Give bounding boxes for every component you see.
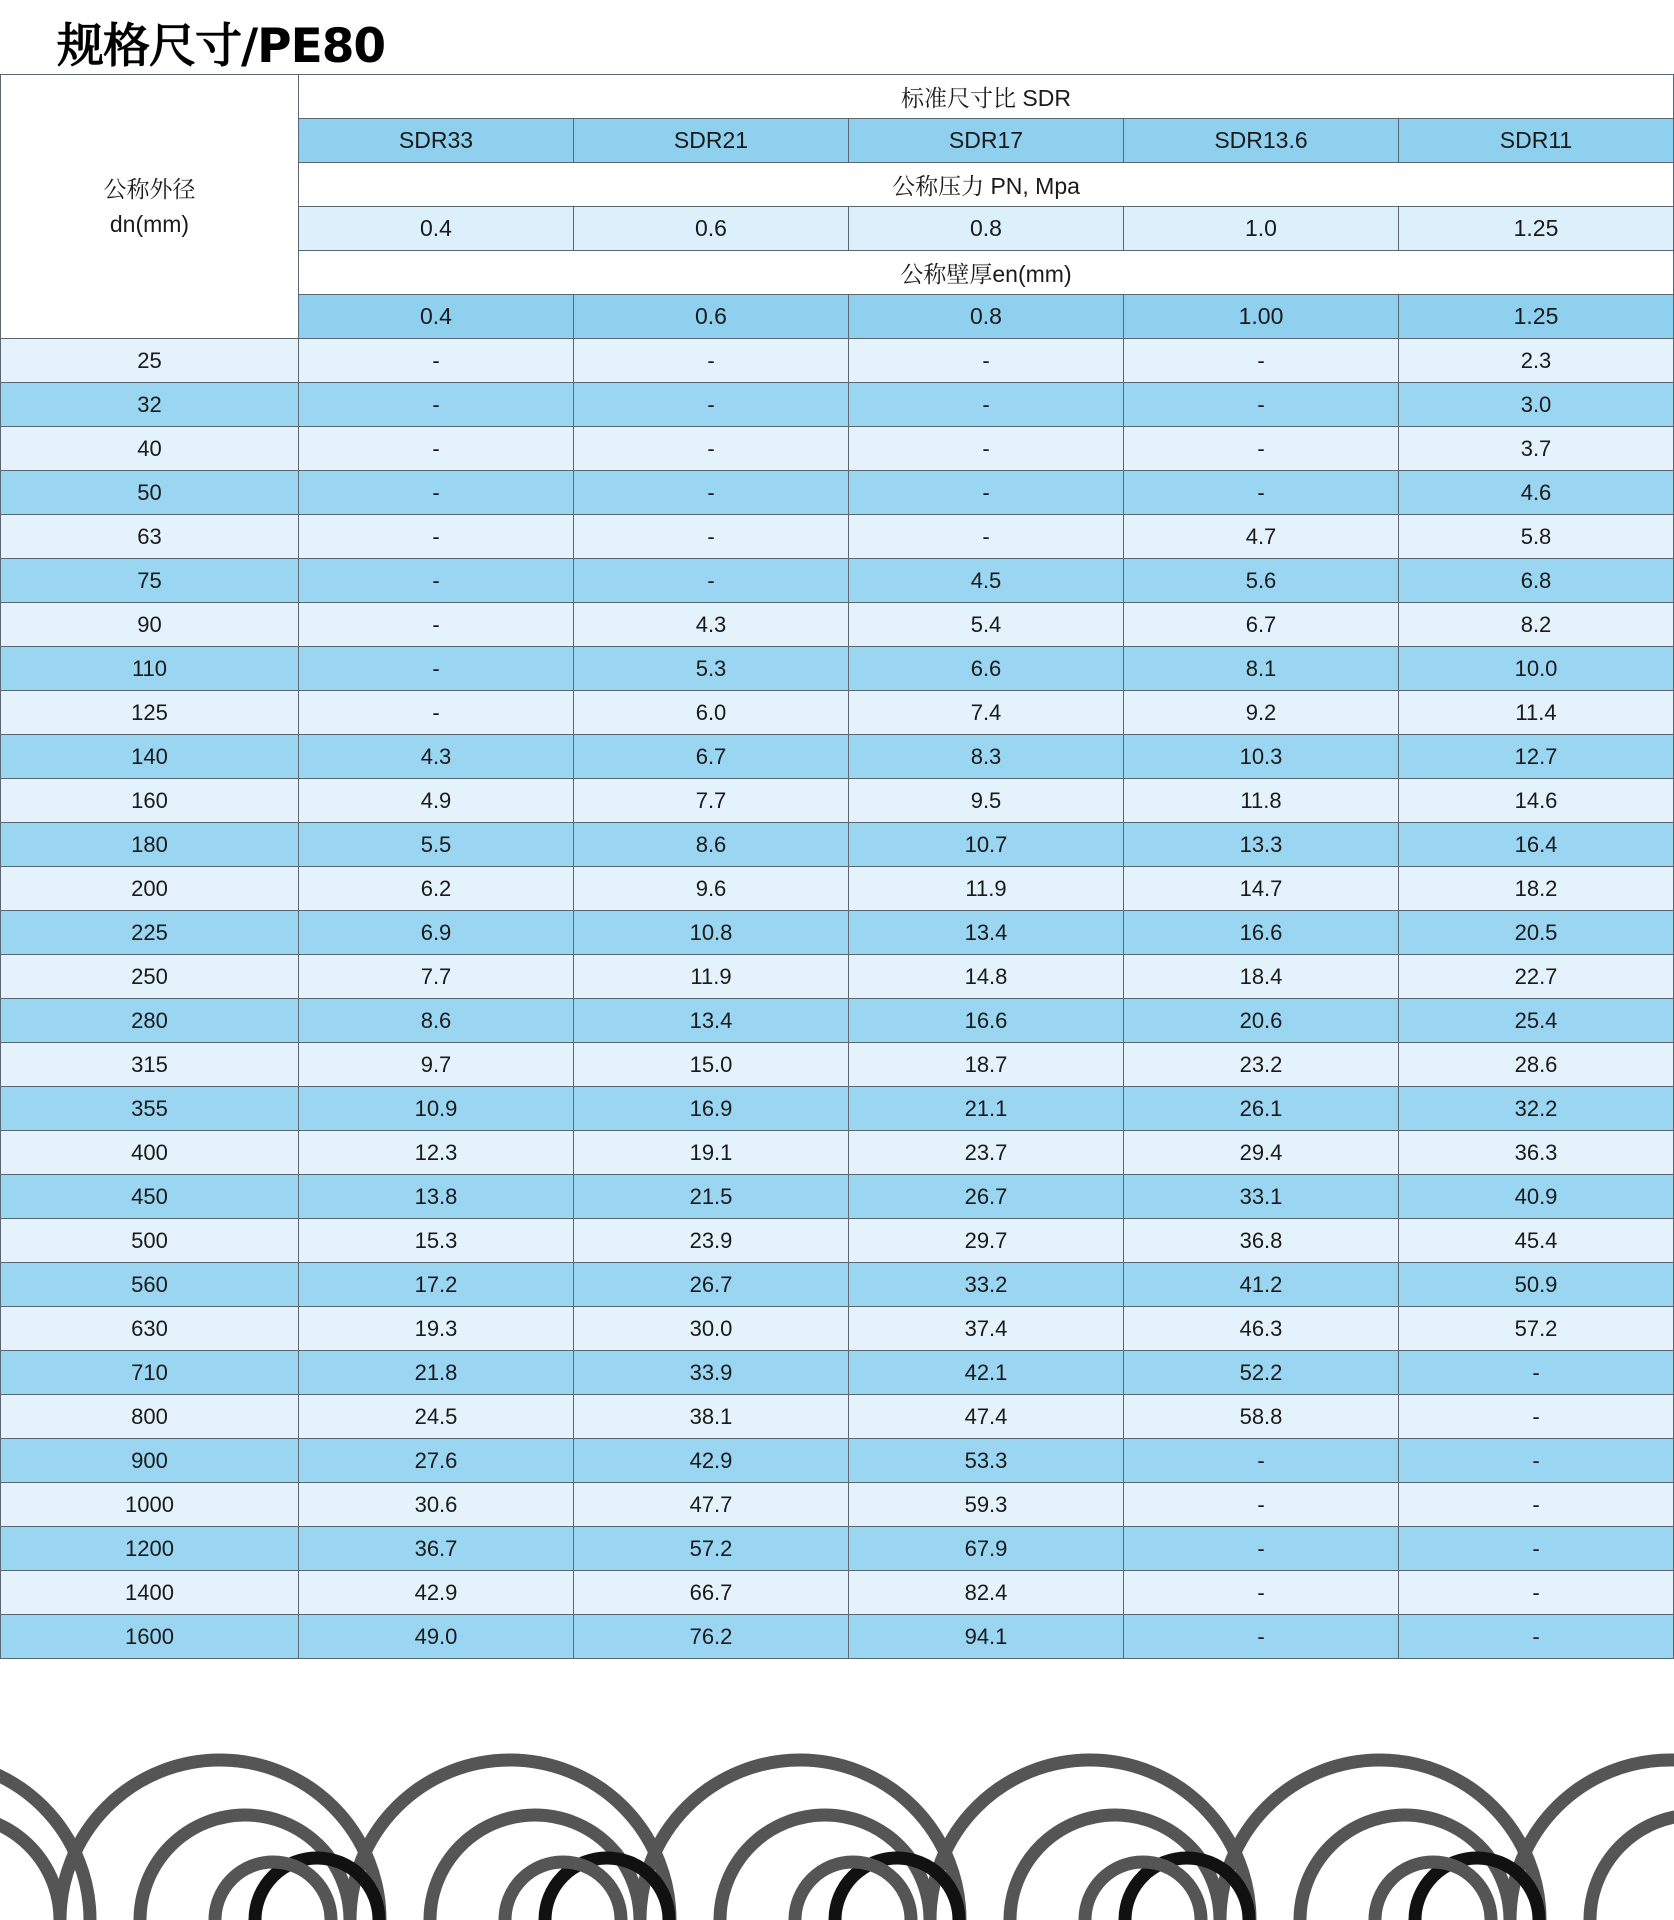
wall-thickness-cell: 47.4 <box>849 1395 1124 1439</box>
dn-value: 560 <box>1 1263 299 1307</box>
wall-thickness-cell: 21.5 <box>574 1175 849 1219</box>
wall-thickness-cell: 82.4 <box>849 1571 1124 1615</box>
wall-thickness-cell: 6.7 <box>1124 603 1399 647</box>
band-label-pn: 公称压力 PN, Mpa <box>299 163 1674 207</box>
wall-thickness-cell: 22.7 <box>1399 955 1674 999</box>
wall-thickness-cell: 23.2 <box>1124 1043 1399 1087</box>
wall-thickness-cell: - <box>1124 1483 1399 1527</box>
wall-thickness-cell: 23.7 <box>849 1131 1124 1175</box>
table-row <box>1 647 1674 691</box>
wall-thickness-cell: - <box>849 383 1124 427</box>
wall-thickness-cell: 33.2 <box>849 1263 1124 1307</box>
dn-value: 400 <box>1 1131 299 1175</box>
wall-thickness-cell: 3.7 <box>1399 427 1674 471</box>
table-row <box>1 911 1674 955</box>
wall-thickness-cell: 8.6 <box>299 999 574 1043</box>
wall-thickness-cell: 26.7 <box>574 1263 849 1307</box>
band-label-sdr: 标准尺寸比 SDR <box>299 75 1674 119</box>
wall-thickness-cell: 13.3 <box>1124 823 1399 867</box>
wall-thickness-cell: 6.0 <box>574 691 849 735</box>
table-row <box>1 515 1674 559</box>
pn-value-3: 0.8 <box>849 207 1124 251</box>
wall-thickness-cell: 6.6 <box>849 647 1124 691</box>
table-row <box>1 339 1674 383</box>
wall-thickness-cell: - <box>1399 1395 1674 1439</box>
table-row <box>1 823 1674 867</box>
wall-thickness-cell: 11.9 <box>849 867 1124 911</box>
wall-thickness-cell: 42.9 <box>299 1571 574 1615</box>
table-row <box>1 1483 1674 1527</box>
wall-thickness-cell: - <box>1124 471 1399 515</box>
wall-thickness-cell: 4.7 <box>1124 515 1399 559</box>
wall-thickness-cell: 21.8 <box>299 1351 574 1395</box>
wall-thickness-cell: 14.7 <box>1124 867 1399 911</box>
wall-thickness-cell: 21.1 <box>849 1087 1124 1131</box>
wall-thickness-cell: 58.8 <box>1124 1395 1399 1439</box>
wall-thickness-cell: - <box>574 427 849 471</box>
wall-thickness-cell: 66.7 <box>574 1571 849 1615</box>
dn-value: 1600 <box>1 1615 299 1659</box>
table-row <box>1 1087 1674 1131</box>
wall-thickness-cell: 57.2 <box>1399 1307 1674 1351</box>
table-row <box>1 559 1674 603</box>
sdr-header-4: SDR13.6 <box>1124 119 1399 163</box>
en-value-1: 0.4 <box>299 295 574 339</box>
wall-thickness-cell: 26.7 <box>849 1175 1124 1219</box>
wall-thickness-cell: 8.3 <box>849 735 1124 779</box>
wall-thickness-cell: 13.4 <box>849 911 1124 955</box>
wall-thickness-cell: 16.4 <box>1399 823 1674 867</box>
wall-thickness-cell: 17.2 <box>299 1263 574 1307</box>
dn-value: 280 <box>1 999 299 1043</box>
wall-thickness-cell: 27.6 <box>299 1439 574 1483</box>
wall-thickness-cell: 16.9 <box>574 1087 849 1131</box>
wall-thickness-cell: - <box>849 339 1124 383</box>
table-row <box>1 1263 1674 1307</box>
band-label-en: 公称壁厚en(mm) <box>299 251 1674 295</box>
table-row <box>1 999 1674 1043</box>
wall-thickness-cell: 7.7 <box>299 955 574 999</box>
en-value-2: 0.6 <box>574 295 849 339</box>
wall-thickness-cell: 46.3 <box>1124 1307 1399 1351</box>
wall-thickness-cell: 11.8 <box>1124 779 1399 823</box>
dn-value: 32 <box>1 383 299 427</box>
wall-thickness-cell: 50.9 <box>1399 1263 1674 1307</box>
table-row <box>1 1351 1674 1395</box>
wall-thickness-cell: 42.1 <box>849 1351 1124 1395</box>
wall-thickness-cell: 53.3 <box>849 1439 1124 1483</box>
dn-value: 75 <box>1 559 299 603</box>
wall-thickness-cell: - <box>1124 1571 1399 1615</box>
wall-thickness-cell: - <box>299 559 574 603</box>
wall-thickness-cell: - <box>574 471 849 515</box>
wall-thickness-cell: 9.5 <box>849 779 1124 823</box>
wall-thickness-cell: 94.1 <box>849 1615 1124 1659</box>
dn-value: 630 <box>1 1307 299 1351</box>
wall-thickness-cell: 36.7 <box>299 1527 574 1571</box>
pn-value-2: 0.6 <box>574 207 849 251</box>
wall-thickness-cell: 13.8 <box>299 1175 574 1219</box>
wall-thickness-cell: 6.8 <box>1399 559 1674 603</box>
table-row <box>1 603 1674 647</box>
wall-thickness-cell: - <box>1399 1483 1674 1527</box>
wall-thickness-cell: 38.1 <box>574 1395 849 1439</box>
dn-value: 200 <box>1 867 299 911</box>
dn-value: 355 <box>1 1087 299 1131</box>
table-row <box>1 1175 1674 1219</box>
wall-thickness-cell: 10.9 <box>299 1087 574 1131</box>
wall-thickness-cell: 57.2 <box>574 1527 849 1571</box>
wall-thickness-cell: 15.0 <box>574 1043 849 1087</box>
wall-thickness-cell: 10.7 <box>849 823 1124 867</box>
wall-thickness-cell: 16.6 <box>849 999 1124 1043</box>
table-row <box>1 1527 1674 1571</box>
header-row-sdr-band <box>1 75 1674 119</box>
pn-value-1: 0.4 <box>299 207 574 251</box>
dn-value: 90 <box>1 603 299 647</box>
wall-thickness-cell: - <box>299 383 574 427</box>
wall-thickness-cell: 25.4 <box>1399 999 1674 1043</box>
dn-value: 800 <box>1 1395 299 1439</box>
dn-value: 50 <box>1 471 299 515</box>
sdr-header-1: SDR33 <box>299 119 574 163</box>
wall-thickness-cell: - <box>299 471 574 515</box>
pn-value-4: 1.0 <box>1124 207 1399 251</box>
wall-thickness-cell: 19.1 <box>574 1131 849 1175</box>
wall-thickness-cell: 9.7 <box>299 1043 574 1087</box>
wall-thickness-cell: 4.9 <box>299 779 574 823</box>
wall-thickness-cell: 6.7 <box>574 735 849 779</box>
wall-thickness-cell: 18.7 <box>849 1043 1124 1087</box>
wall-thickness-cell: 20.5 <box>1399 911 1674 955</box>
wall-thickness-cell: - <box>574 559 849 603</box>
dn-value: 63 <box>1 515 299 559</box>
wall-thickness-cell: 10.3 <box>1124 735 1399 779</box>
wall-thickness-cell: 14.8 <box>849 955 1124 999</box>
dn-value: 40 <box>1 427 299 471</box>
wall-thickness-cell: - <box>1124 1615 1399 1659</box>
sdr-header-3: SDR17 <box>849 119 1124 163</box>
wall-thickness-cell: 5.3 <box>574 647 849 691</box>
wall-thickness-cell: 12.7 <box>1399 735 1674 779</box>
wall-thickness-cell: 8.1 <box>1124 647 1399 691</box>
sdr-header-5: SDR11 <box>1399 119 1674 163</box>
wall-thickness-cell: 49.0 <box>299 1615 574 1659</box>
dn-header-cell: 公称外径 dn(mm) <box>1 75 299 339</box>
wall-thickness-cell: 47.7 <box>574 1483 849 1527</box>
wall-thickness-cell: - <box>1399 1439 1674 1483</box>
wall-thickness-cell: 28.6 <box>1399 1043 1674 1087</box>
wall-thickness-cell: 24.5 <box>299 1395 574 1439</box>
wall-thickness-cell: 76.2 <box>574 1615 849 1659</box>
wall-thickness-cell: - <box>1399 1527 1674 1571</box>
wall-thickness-cell: 41.2 <box>1124 1263 1399 1307</box>
table-row <box>1 1439 1674 1483</box>
dn-value: 225 <box>1 911 299 955</box>
dn-value: 710 <box>1 1351 299 1395</box>
table-row <box>1 1615 1674 1659</box>
wall-thickness-cell: 45.4 <box>1399 1219 1674 1263</box>
wall-thickness-cell: - <box>849 427 1124 471</box>
wall-thickness-cell: - <box>299 603 574 647</box>
wall-thickness-cell: 6.2 <box>299 867 574 911</box>
wall-thickness-cell: 19.3 <box>299 1307 574 1351</box>
dn-value: 1000 <box>1 1483 299 1527</box>
wall-thickness-cell: 4.3 <box>574 603 849 647</box>
dn-value: 900 <box>1 1439 299 1483</box>
wall-thickness-cell: 18.2 <box>1399 867 1674 911</box>
dn-value: 250 <box>1 955 299 999</box>
wall-thickness-cell: - <box>299 515 574 559</box>
wall-thickness-cell: 8.2 <box>1399 603 1674 647</box>
wall-thickness-cell: 40.9 <box>1399 1175 1674 1219</box>
wall-thickness-cell: 33.9 <box>574 1351 849 1395</box>
wall-thickness-cell: 4.6 <box>1399 471 1674 515</box>
pn-value-5: 1.25 <box>1399 207 1674 251</box>
en-value-4: 1.00 <box>1124 295 1399 339</box>
wall-thickness-cell: 8.6 <box>574 823 849 867</box>
table-row <box>1 1043 1674 1087</box>
table-row <box>1 779 1674 823</box>
dn-value: 315 <box>1 1043 299 1087</box>
wall-thickness-cell: 2.3 <box>1399 339 1674 383</box>
dn-value: 450 <box>1 1175 299 1219</box>
wall-thickness-cell: 29.7 <box>849 1219 1124 1263</box>
wall-thickness-cell: 12.3 <box>299 1131 574 1175</box>
wall-thickness-cell: 20.6 <box>1124 999 1399 1043</box>
table-row <box>1 1131 1674 1175</box>
wall-thickness-cell: 9.2 <box>1124 691 1399 735</box>
wall-thickness-cell: 16.6 <box>1124 911 1399 955</box>
wall-thickness-cell: 14.6 <box>1399 779 1674 823</box>
wall-thickness-cell: - <box>1124 1439 1399 1483</box>
dn-value: 110 <box>1 647 299 691</box>
dn-value: 25 <box>1 339 299 383</box>
spec-table-body <box>1 75 1674 1659</box>
wall-thickness-cell: 5.4 <box>849 603 1124 647</box>
wall-thickness-cell: 67.9 <box>849 1527 1124 1571</box>
wall-thickness-cell: 13.4 <box>574 999 849 1043</box>
table-row <box>1 735 1674 779</box>
table-row <box>1 867 1674 911</box>
wall-thickness-cell: 29.4 <box>1124 1131 1399 1175</box>
wall-thickness-cell: 33.1 <box>1124 1175 1399 1219</box>
wall-thickness-cell: 5.5 <box>299 823 574 867</box>
spec-table <box>0 74 1674 1659</box>
wall-thickness-cell: 9.6 <box>574 867 849 911</box>
wall-thickness-cell: - <box>299 691 574 735</box>
wall-thickness-cell: - <box>574 339 849 383</box>
wall-thickness-cell: 32.2 <box>1399 1087 1674 1131</box>
wall-thickness-cell: 11.4 <box>1399 691 1674 735</box>
wall-thickness-cell: - <box>1399 1615 1674 1659</box>
dn-value: 160 <box>1 779 299 823</box>
dn-value: 1400 <box>1 1571 299 1615</box>
wall-thickness-cell: 15.3 <box>299 1219 574 1263</box>
dn-value: 1200 <box>1 1527 299 1571</box>
table-row <box>1 1571 1674 1615</box>
wall-thickness-cell: 10.8 <box>574 911 849 955</box>
spec-table-wrap <box>0 74 1674 1659</box>
wall-thickness-cell: - <box>1124 1527 1399 1571</box>
wall-thickness-cell: - <box>299 427 574 471</box>
table-row <box>1 955 1674 999</box>
table-row <box>1 427 1674 471</box>
wall-thickness-cell: 6.9 <box>299 911 574 955</box>
table-row <box>1 691 1674 735</box>
wall-thickness-cell: 30.6 <box>299 1483 574 1527</box>
wall-thickness-cell: 18.4 <box>1124 955 1399 999</box>
wall-thickness-cell: 42.9 <box>574 1439 849 1483</box>
wall-thickness-cell: 7.4 <box>849 691 1124 735</box>
wall-thickness-cell: - <box>849 471 1124 515</box>
wall-thickness-cell: 30.0 <box>574 1307 849 1351</box>
en-value-5: 1.25 <box>1399 295 1674 339</box>
wall-thickness-cell: - <box>574 383 849 427</box>
en-value-3: 0.8 <box>849 295 1124 339</box>
table-row <box>1 1395 1674 1439</box>
wall-thickness-cell: 7.7 <box>574 779 849 823</box>
dn-value: 500 <box>1 1219 299 1263</box>
wall-thickness-cell: 23.9 <box>574 1219 849 1263</box>
wall-thickness-cell: - <box>1399 1571 1674 1615</box>
table-row <box>1 1307 1674 1351</box>
table-row <box>1 471 1674 515</box>
wall-thickness-cell: - <box>1124 383 1399 427</box>
wall-thickness-cell: 11.9 <box>574 955 849 999</box>
wall-thickness-cell: - <box>849 515 1124 559</box>
dn-value: 125 <box>1 691 299 735</box>
sdr-header-2: SDR21 <box>574 119 849 163</box>
wall-thickness-cell: 5.6 <box>1124 559 1399 603</box>
wall-thickness-cell: - <box>299 647 574 691</box>
wall-thickness-cell: 36.8 <box>1124 1219 1399 1263</box>
wall-thickness-cell: 59.3 <box>849 1483 1124 1527</box>
dn-value: 180 <box>1 823 299 867</box>
wall-thickness-cell: 10.0 <box>1399 647 1674 691</box>
wall-thickness-cell: 4.5 <box>849 559 1124 603</box>
wall-thickness-cell: - <box>574 515 849 559</box>
wall-thickness-cell: 26.1 <box>1124 1087 1399 1131</box>
wall-thickness-cell: - <box>1124 339 1399 383</box>
wall-thickness-cell: 36.3 <box>1399 1131 1674 1175</box>
table-row <box>1 383 1674 427</box>
wall-thickness-cell: 4.3 <box>299 735 574 779</box>
page-title: 规格尺寸/PE80 <box>57 19 386 74</box>
wall-thickness-cell: - <box>1124 427 1399 471</box>
wall-thickness-cell: 3.0 <box>1399 383 1674 427</box>
table-row <box>1 1219 1674 1263</box>
wall-thickness-cell: - <box>1399 1351 1674 1395</box>
wall-thickness-cell: - <box>299 339 574 383</box>
wall-thickness-cell: 37.4 <box>849 1307 1124 1351</box>
wall-thickness-cell: 52.2 <box>1124 1351 1399 1395</box>
wall-thickness-cell: 5.8 <box>1399 515 1674 559</box>
dn-value: 140 <box>1 735 299 779</box>
